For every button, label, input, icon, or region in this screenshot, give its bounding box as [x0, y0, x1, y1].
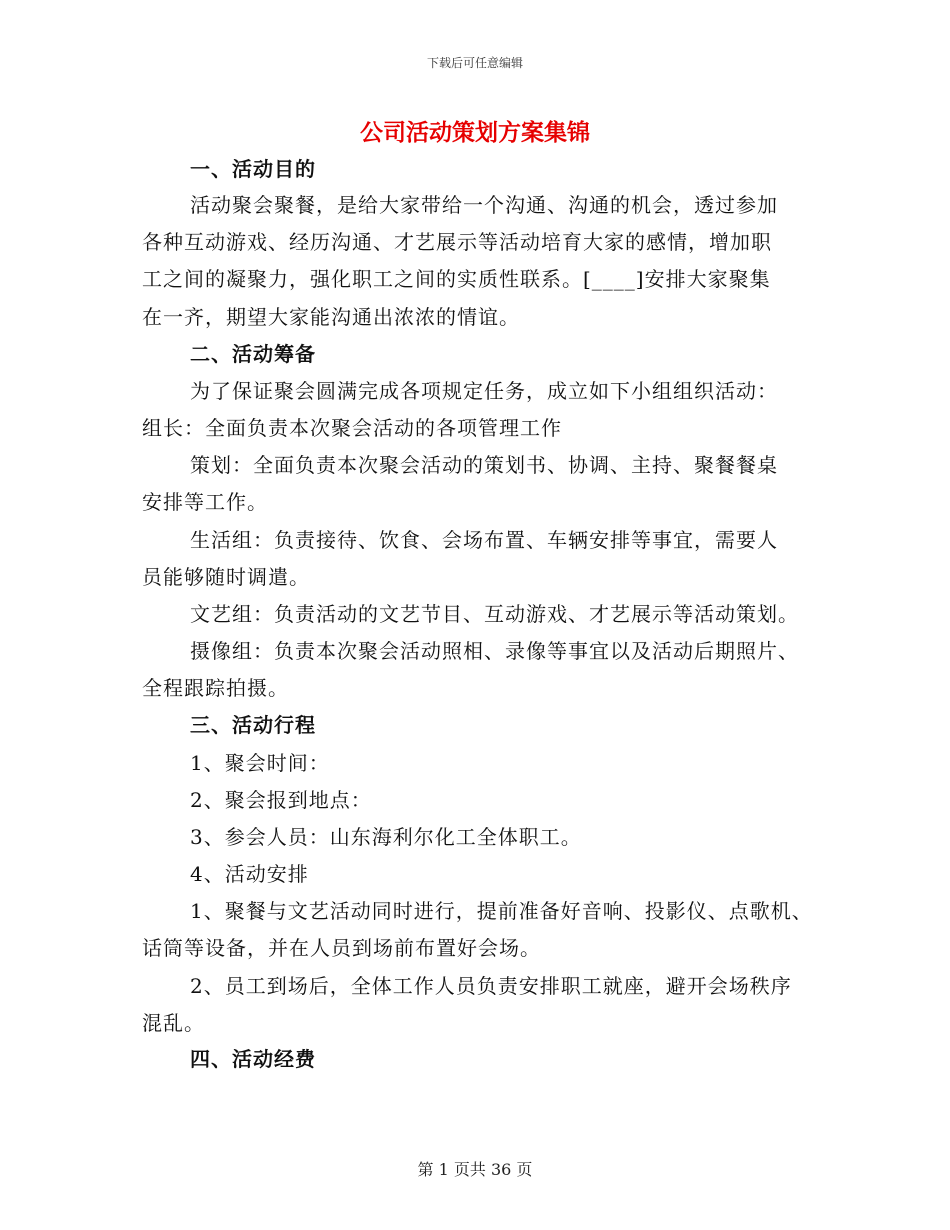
paragraph-line: 员能够随时调遣。 [142, 565, 310, 589]
paragraph-line: 1、聚餐与文艺活动同时进行，提前准备好音响、投影仪、点歌机、 [190, 899, 813, 923]
list-item: 1、聚会时间： [190, 751, 330, 775]
header-note: 下载后可任意编辑 [426, 56, 523, 70]
paragraph-line: 活动聚会聚餐，是给大家带给一个沟通、沟通的机会，透过参加 [190, 193, 778, 217]
paragraph-line: 话筒等设备，并在人员到场前布置好会场。 [142, 936, 541, 960]
paragraph-line: 全程跟踪拍摄。 [142, 676, 289, 700]
paragraph-line: 工之间的凝聚力，强化职工之间的实质性联系。[____]安排大家聚集 [142, 267, 771, 291]
section-heading-2: 二、活动筹备 [190, 342, 316, 366]
list-item: 4、活动安排 [190, 862, 309, 886]
paragraph-line: 2、员工到场后，全体工作人员负责安排职工就座，避开会场秩序 [190, 974, 792, 998]
paragraph-line: 为了保证聚会圆满完成各项规定任务，成立如下小组组织活动： [190, 379, 778, 403]
paragraph-line: 生活组：负责接待、饮食、会场布置、车辆安排等事宜，需要人 [190, 528, 778, 552]
section-heading-3: 三、活动行程 [190, 713, 316, 737]
paragraph-line: 在一齐，期望大家能沟通出浓浓的情谊。 [142, 305, 520, 329]
paragraph-line: 安排等工作。 [142, 490, 268, 514]
paragraph-line: 策划：全面负责本次聚会活动的策划书、协调、主持、聚餐餐桌 [190, 453, 778, 477]
paragraph-line: 各种互动游戏、经历沟通、才艺展示等活动培育大家的感情，增加职 [142, 230, 772, 254]
paragraph-line: 组长：全面负责本次聚会活动的各项管理工作 [142, 416, 562, 440]
list-item: 2、聚会报到地点： [190, 788, 372, 812]
paragraph-line: 混乱。 [142, 1011, 205, 1035]
section-heading-1: 一、活动目的 [190, 157, 316, 181]
page-number-footer: 第 1 页共 36 页 [417, 1160, 533, 1179]
paragraph-line: 文艺组：负责活动的文艺节目、互动游戏、才艺展示等活动策划。 [190, 602, 799, 626]
list-item: 3、参会人员：山东海利尔化工全体职工。 [190, 825, 582, 849]
document-title: 公司活动策划方案集锦 [360, 119, 590, 146]
section-heading-4: 四、活动经费 [190, 1047, 316, 1071]
paragraph-line: 摄像组：负责本次聚会活动照相、录像等事宜以及活动后期照片、 [190, 639, 799, 663]
